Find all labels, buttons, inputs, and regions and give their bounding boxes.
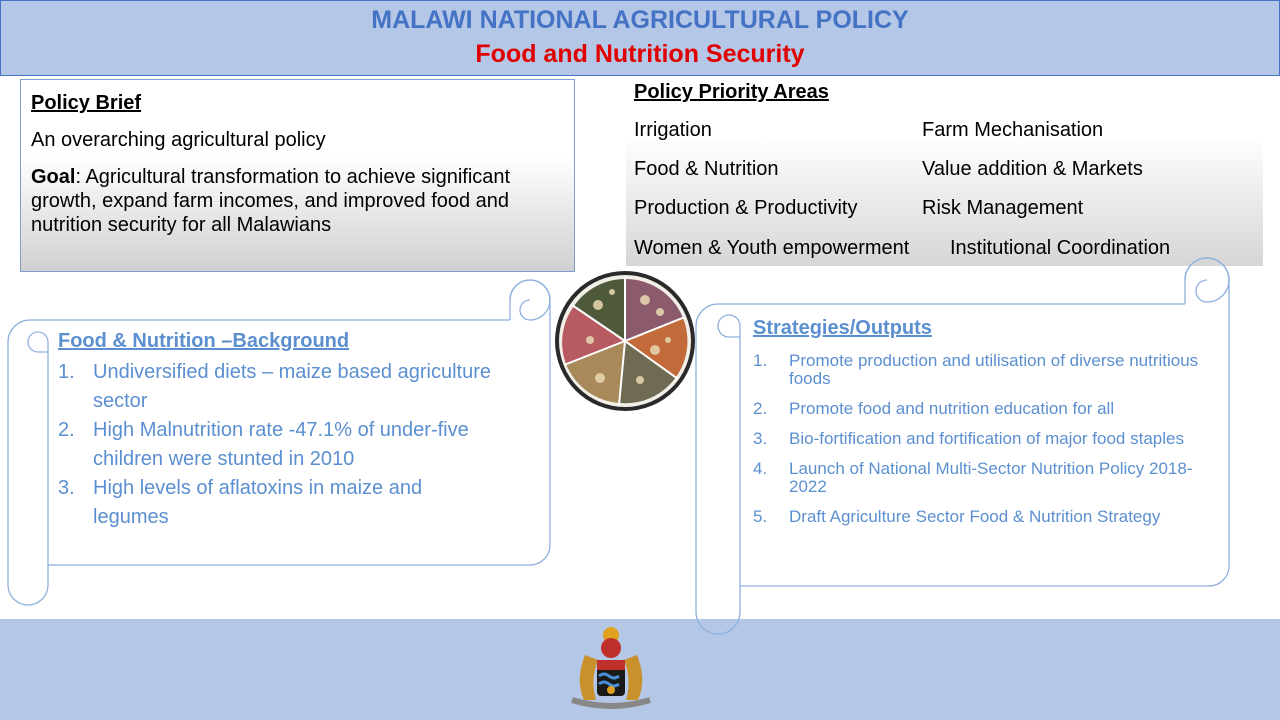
priority-item: Women & Youth empowerment xyxy=(634,237,910,259)
page-title: MALAWI NATIONAL AGRICULTURAL POLICY xyxy=(371,6,909,34)
priority-item: Production & Productivity xyxy=(634,197,858,219)
list-item xyxy=(753,460,1213,496)
policy-brief-text: An overarching agricultural policy xyxy=(31,129,326,151)
list-text: Promote food and nutrition education for all xyxy=(789,399,1115,418)
page-subtitle: Food and Nutrition Security xyxy=(475,40,805,68)
list-number: 5. xyxy=(753,507,768,526)
coat-of-arms-image xyxy=(572,627,650,706)
list-item xyxy=(58,474,498,532)
list-item xyxy=(58,416,498,474)
list-number: 3. xyxy=(753,429,768,448)
list-text: Launch of National Multi-Sector Nutrition Policy 2018-2022 xyxy=(789,459,1193,496)
list-item xyxy=(58,358,498,416)
priority-item: Farm Mechanisation xyxy=(922,119,1104,141)
list-text: Promote production and utilisation of diverse nutritious foods xyxy=(789,351,1199,388)
list-text: High levels of aflatoxins in maize and legumes xyxy=(93,477,423,528)
priority-heading: Policy Priority Areas xyxy=(634,81,829,103)
priority-item: Food & Nutrition xyxy=(634,158,779,180)
strategies-heading: Strategies/Outputs xyxy=(753,317,932,339)
list-item xyxy=(753,430,1213,448)
list-number: 3. xyxy=(58,477,75,499)
priority-item: Risk Management xyxy=(922,197,1084,219)
list-text: Undiversified diets – maize based agriculture sector xyxy=(93,361,491,412)
list-number: 2. xyxy=(58,419,75,441)
strategies-list xyxy=(753,352,1213,538)
list-number: 1. xyxy=(58,361,75,383)
policy-brief-heading: Policy Brief xyxy=(31,92,142,114)
background-list xyxy=(58,358,498,532)
priority-item: Irrigation xyxy=(634,119,712,141)
list-number: 1. xyxy=(753,351,768,370)
list-text: Bio-fortification and fortification of major food staples xyxy=(789,429,1184,448)
list-text: Draft Agriculture Sector Food & Nutrition Strategy xyxy=(789,507,1161,526)
list-item xyxy=(753,400,1213,418)
food-plate-image xyxy=(555,271,695,411)
goal-text: : Agricultural transformation to achieve significant growth, expand farm incomes, and improved food and nutrition security for all Malawians xyxy=(31,166,511,236)
priority-item: Institutional Coordination xyxy=(950,237,1171,259)
list-number: 2. xyxy=(753,399,768,418)
goal-label: Goal xyxy=(31,166,76,188)
background-heading: Food & Nutrition –Background xyxy=(58,330,350,352)
list-text: High Malnutrition rate -47.1% of under-five children were stunted in 2010 xyxy=(93,419,469,470)
list-item xyxy=(753,508,1213,526)
priority-item: Value addition & Markets xyxy=(922,158,1143,180)
list-item xyxy=(753,352,1213,388)
list-number: 4. xyxy=(753,459,768,478)
